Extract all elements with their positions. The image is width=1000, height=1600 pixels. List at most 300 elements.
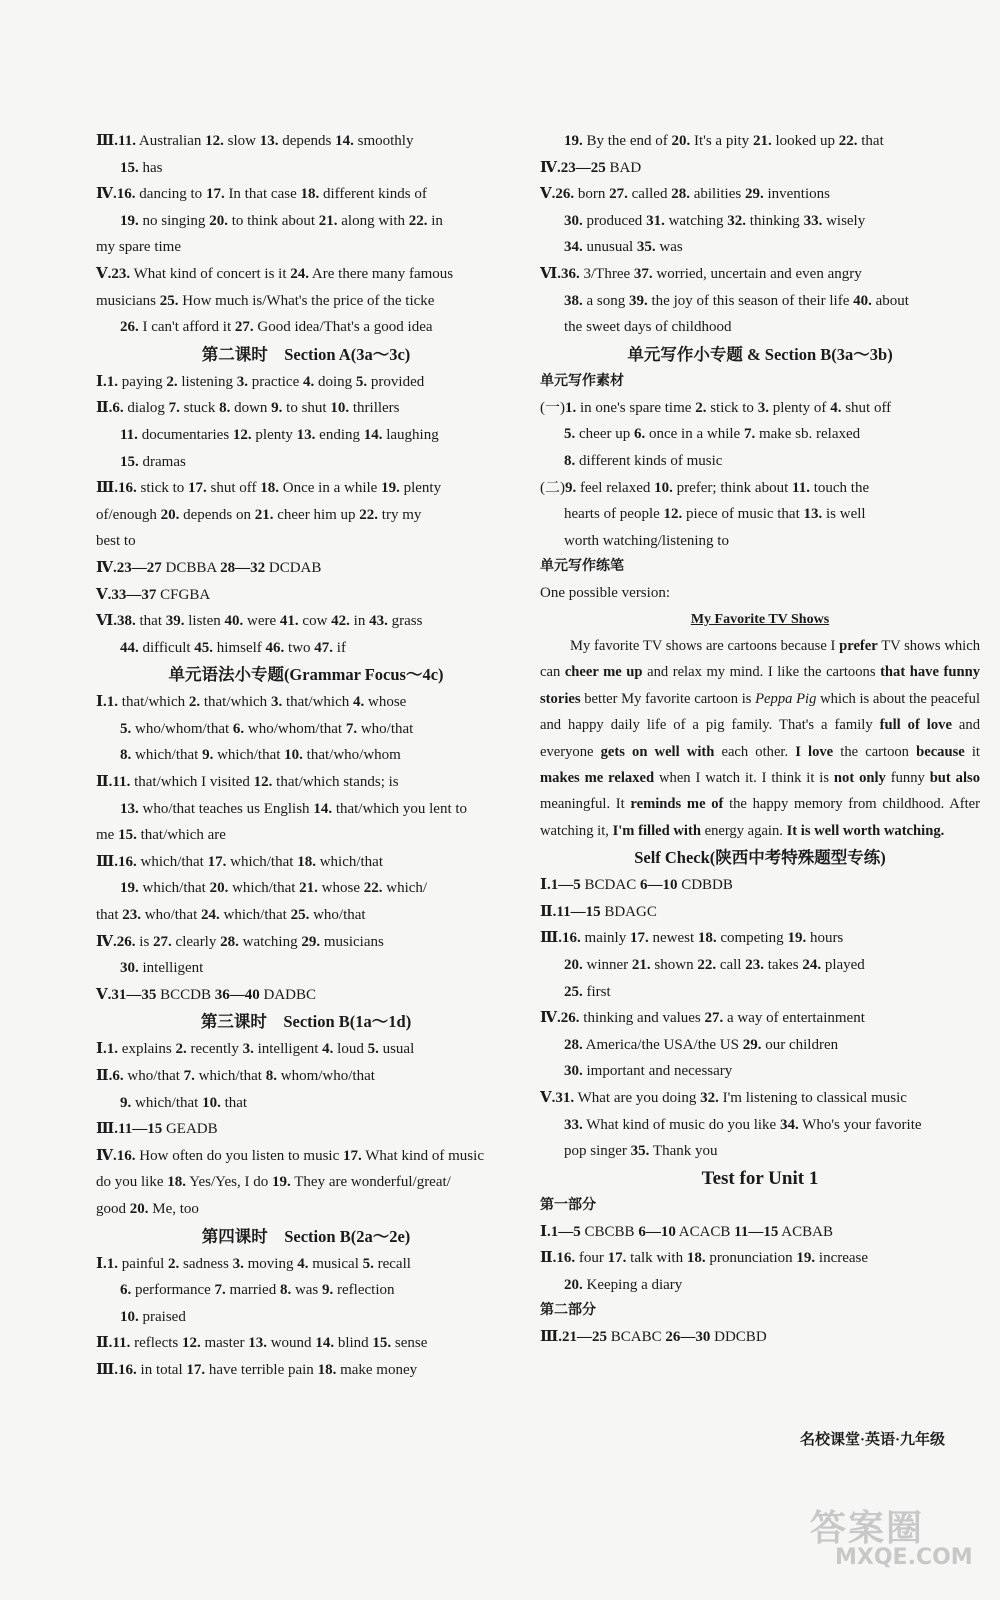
question-number: 11.: [120, 426, 138, 443]
answer-line: [540, 314, 980, 341]
answer-text: do you like: [96, 1174, 168, 1191]
question-number: 1.: [106, 1255, 119, 1272]
answer-text: which/that: [315, 853, 384, 870]
answer-text: Who's your favorite: [798, 1116, 922, 1133]
answer-text: Once in a while: [279, 480, 382, 497]
answer-text: DADBC: [259, 986, 317, 1003]
answer-text: that/which: [200, 694, 271, 711]
question-number: 25.: [159, 292, 179, 309]
section-heading: 第二课时 Section A(3a～3c): [201, 344, 411, 364]
answer-text: produced: [582, 212, 647, 229]
question-number: 43.: [369, 613, 388, 630]
answer-text: reflects: [130, 1335, 182, 1352]
question-number: 5.: [564, 426, 576, 443]
question-number: 11—15: [556, 903, 601, 920]
answer-line: [96, 314, 516, 341]
answer-line: [96, 555, 516, 582]
answer-text: practice: [248, 373, 303, 390]
answer-line: [540, 872, 980, 899]
question-number: 9.: [120, 1094, 132, 1111]
answer-line: [540, 1219, 980, 1246]
answer-line: [96, 582, 516, 609]
answer-text: who/that teaches us English: [138, 800, 314, 817]
answer-text: himself: [213, 639, 266, 656]
question-number: 21.: [254, 506, 274, 523]
answer-text: plenty of: [768, 399, 831, 416]
question-number: 18.: [697, 930, 717, 947]
answer-text: I can't afford it: [138, 319, 235, 336]
question-number: 13.: [259, 133, 279, 149]
question-number: makes me relaxed: [540, 769, 655, 786]
question-number: 39.: [165, 613, 185, 630]
answer-text: that/which: [118, 694, 189, 711]
question-number: 20.: [209, 212, 228, 229]
answer-text: four: [575, 1250, 608, 1267]
right-column: [540, 128, 980, 1351]
question-number: 14.: [315, 1335, 335, 1352]
answer-text: that: [135, 613, 166, 630]
answer-text: DCBBA: [161, 559, 221, 576]
answer-text: musical: [308, 1255, 363, 1272]
answer-text: who/that: [309, 907, 366, 924]
question-number: 19.: [796, 1250, 816, 1267]
question-number: 24.: [290, 265, 309, 282]
question-number: 20.: [209, 880, 229, 897]
answer-text: increase: [815, 1250, 869, 1267]
answer-text: wound: [266, 1335, 316, 1352]
roman-numeral: Ⅰ.: [96, 373, 107, 390]
question-number: cheer me up: [564, 664, 643, 681]
answer-text: try my: [378, 506, 422, 523]
question-number: 16.: [118, 853, 137, 870]
answer-text: praised: [138, 1308, 186, 1325]
roman-numeral: Ⅱ.: [540, 1250, 557, 1267]
answer-text: watching: [238, 933, 302, 950]
answer-text: (二): [540, 479, 565, 496]
roman-numeral: Ⅲ.: [540, 1329, 563, 1346]
question-number: 27.: [153, 933, 172, 950]
roman-numeral: Ⅱ.: [96, 1068, 113, 1084]
question-number: 40.: [224, 613, 244, 630]
answer-line: [540, 1138, 980, 1165]
answer-line: [540, 979, 980, 1006]
answer-text: married: [225, 1282, 280, 1299]
question-number: 28—32: [220, 559, 266, 576]
question-number: 11.: [112, 774, 131, 791]
answer-line: [96, 128, 516, 155]
roman-numeral: Ⅲ.: [96, 853, 119, 870]
question-number: 16.: [116, 186, 136, 203]
answer-text: in: [427, 212, 443, 229]
answer-line: [540, 528, 980, 555]
answer-text: down: [230, 400, 272, 417]
answer-text: DCDAB: [265, 559, 322, 576]
answer-text: our children: [761, 1036, 839, 1053]
answer-text: that/which are: [136, 827, 226, 844]
answer-text: In that case: [224, 186, 301, 203]
answer-text: in: [349, 613, 370, 630]
answer-text: a way of entertainment: [723, 1010, 865, 1027]
subsection-heading: 单元写作素材: [540, 373, 624, 389]
question-number: 19.: [381, 480, 400, 497]
answer-text: which/that: [136, 853, 208, 870]
question-number: 1.: [106, 373, 119, 390]
answer-text: different kinds of: [319, 186, 427, 203]
question-number: 8.: [120, 747, 132, 764]
question-number: 14.: [335, 133, 354, 149]
question-number: 19.: [120, 880, 139, 897]
answer-text: How much is/What's the price of the ticke: [178, 292, 435, 309]
page-footer: 名校课堂·英语·九年级: [800, 1432, 946, 1448]
answer-line: [540, 1032, 980, 1059]
question-number: 7.: [214, 1282, 226, 1299]
answer-line: [96, 395, 516, 422]
question-number: 8.: [564, 452, 576, 469]
answer-text: played: [821, 956, 865, 973]
answer-text: Yes/Yes, I do: [186, 1174, 273, 1191]
answer-line: [96, 449, 516, 476]
answer-text: was: [655, 239, 683, 256]
answer-text: hours: [806, 930, 844, 947]
question-number: 18.: [167, 1174, 186, 1191]
answer-text: It's a pity: [690, 133, 753, 149]
answer-text: smoothly: [353, 133, 414, 149]
question-number: 36.: [561, 265, 580, 282]
answer-text: CFGBA: [156, 586, 211, 603]
answer-text: and everyone: [540, 717, 980, 760]
question-number: 2.: [166, 373, 178, 390]
question-number: 7.: [345, 720, 358, 737]
question-number: 12.: [253, 774, 273, 791]
answer-text: the cartoon: [833, 743, 917, 760]
question-number: 11.: [112, 1335, 131, 1352]
answer-line: [540, 952, 980, 979]
question-number: 28.: [671, 186, 690, 203]
answer-text: recall: [373, 1255, 411, 1272]
question-number: 23.: [111, 265, 131, 282]
answer-text: which/that: [194, 1068, 266, 1084]
answer-text: ending: [315, 426, 364, 443]
answer-line: [96, 502, 516, 529]
answer-text: which/that: [131, 1094, 203, 1111]
answer-line: [96, 181, 516, 208]
question-number: 7.: [743, 426, 756, 443]
roman-numeral: Ⅵ.: [540, 265, 561, 282]
answer-line: [96, 528, 516, 555]
question-number: 34.: [564, 239, 583, 256]
answer-text: me: [96, 827, 119, 844]
answer-line: [96, 288, 516, 315]
question-number: 22.: [359, 506, 379, 523]
answer-text: which is about the peaceful and happy daily life of a pig family. That's a family: [540, 690, 981, 734]
answer-text: Peppa Pig: [755, 690, 817, 707]
answer-text: BCABC: [607, 1329, 666, 1346]
question-number: 37.: [633, 265, 653, 282]
answer-line: [540, 1324, 980, 1351]
question-number: 46.: [265, 639, 285, 656]
question-number: 16.: [118, 480, 137, 497]
answer-line: [96, 422, 516, 449]
question-number: 17.: [207, 853, 227, 870]
question-number: 32.: [700, 1089, 719, 1106]
answer-text: thinking and values: [579, 1010, 705, 1027]
answer-text: My favorite TV shows are cartoons because I: [570, 637, 840, 654]
answer-text: unusual: [582, 239, 637, 256]
answer-text: thinking: [746, 212, 804, 229]
section-heading: Test for Unit 1: [701, 1167, 819, 1189]
answer-text: listen: [184, 613, 225, 630]
question-number: 41.: [279, 613, 299, 630]
answer-text: who/that: [123, 1068, 184, 1084]
answer-text: the sweet days of childhood: [564, 319, 732, 336]
question-number: 7.: [183, 1068, 195, 1084]
answer-line: [540, 475, 980, 502]
question-number: 33.: [564, 1116, 583, 1133]
question-number: 22.: [363, 880, 383, 897]
answer-text: shut off: [841, 399, 892, 416]
question-number: 17.: [343, 1147, 362, 1164]
roman-numeral: Ⅰ.: [540, 1223, 551, 1240]
question-number: 33—37: [111, 586, 157, 603]
question-number: 4.: [303, 373, 315, 390]
question-number: 47.: [314, 639, 334, 656]
question-number: 24.: [802, 956, 822, 973]
answer-text: moving: [243, 1255, 298, 1272]
question-number: 16.: [116, 1147, 136, 1164]
answer-text: shown: [650, 956, 698, 973]
watermark-url: MXQE.COM: [835, 1545, 973, 1570]
answer-text: loud: [333, 1041, 368, 1058]
answer-text: best to: [96, 533, 136, 550]
answer-line: [540, 1245, 980, 1272]
answer-text: hearts of people: [564, 506, 664, 523]
answer-line: [540, 128, 980, 155]
question-number: 17.: [188, 480, 207, 497]
answer-text: sadness: [179, 1255, 233, 1272]
roman-numeral: Ⅲ.: [96, 1121, 119, 1138]
question-number: 18.: [300, 186, 320, 203]
answer-text: difficult: [138, 639, 195, 656]
answer-line: [96, 208, 516, 235]
question-number: 17.: [205, 186, 225, 203]
roman-numeral: Ⅲ.: [540, 930, 563, 947]
answer-line: [540, 288, 980, 315]
question-number: I love: [795, 743, 834, 760]
answer-text: stick to: [706, 399, 758, 416]
answer-line: [540, 234, 980, 261]
question-number: 21.: [752, 133, 772, 149]
question-number: 16.: [562, 930, 581, 947]
answer-text: ACACB: [675, 1223, 735, 1240]
answer-text: (一): [540, 399, 565, 416]
answer-text: Are there many famous: [309, 265, 454, 282]
question-number: 5.: [120, 720, 132, 737]
answer-text: funny: [885, 769, 930, 786]
question-number: that have funny stories: [540, 664, 980, 707]
question-number: 6—10: [639, 877, 678, 894]
answer-text: documentaries: [137, 426, 233, 443]
answer-line: [96, 982, 516, 1009]
answer-text: clearly: [171, 933, 221, 950]
answer-text: By the end of: [582, 133, 672, 149]
answer-line: [96, 796, 516, 823]
roman-numeral: Ⅵ.: [96, 613, 117, 630]
question-number: 6.: [112, 400, 124, 417]
answer-text: dancing to: [135, 186, 206, 203]
answer-line: [96, 1304, 516, 1331]
answer-text: competing: [716, 930, 788, 947]
subsection-heading: 第一部分: [540, 1197, 596, 1213]
question-number: 40.: [853, 292, 872, 309]
answer-line: [540, 155, 980, 182]
answer-text: better My favorite cartoon is: [580, 690, 756, 707]
answer-line: [540, 1085, 980, 1112]
answer-line: [96, 689, 516, 716]
question-number: 19.: [272, 1174, 291, 1191]
answer-text: in total: [136, 1361, 187, 1378]
question-number: 10.: [284, 747, 303, 764]
question-number: 23—25: [560, 159, 606, 176]
answer-text: which/: [382, 880, 428, 897]
question-number: 1—5: [550, 877, 581, 894]
answer-line: [540, 925, 980, 952]
answer-line: [96, 635, 516, 662]
answer-text: looked up: [771, 133, 839, 149]
question-number: It is well worth watching.: [786, 822, 945, 839]
question-number: 45.: [194, 639, 214, 656]
answer-line: [96, 929, 516, 956]
question-number: 6—10: [638, 1223, 676, 1240]
answer-text: it: [964, 743, 980, 760]
subsection-heading: 单元写作练笔: [540, 559, 624, 575]
question-number: 8.: [219, 400, 231, 417]
answer-line: [540, 501, 980, 528]
answer-text: which/that: [131, 747, 203, 764]
question-number: 14.: [313, 800, 333, 817]
answer-line: [96, 1143, 516, 1170]
answer-line: [96, 1063, 516, 1090]
answer-text: the joy of this season of their life: [647, 292, 854, 309]
answer-text: musicians: [320, 933, 384, 950]
answer-text: master: [200, 1335, 249, 1352]
answer-text: have terrible pain: [205, 1361, 318, 1378]
question-number: 13.: [248, 1335, 267, 1352]
question-number: 6.: [112, 1068, 124, 1084]
answer-text: DDCBD: [710, 1329, 767, 1346]
answer-text: CBCBB: [580, 1223, 639, 1240]
question-number: 17.: [629, 930, 649, 947]
answer-text: blind: [334, 1335, 373, 1352]
answer-line: [540, 899, 980, 926]
answer-text: mainly: [580, 930, 630, 947]
answer-line: [96, 155, 516, 182]
answer-text: BCCDB: [156, 986, 215, 1003]
roman-numeral: Ⅱ.: [540, 903, 557, 920]
question-number: 29.: [301, 933, 321, 950]
roman-numeral: Ⅳ.: [96, 559, 117, 576]
answer-text: is: [135, 933, 154, 950]
answer-text: plenty: [399, 480, 442, 497]
question-number: 19.: [564, 133, 583, 149]
question-number: 26—30: [665, 1329, 711, 1346]
answer-text: is well: [822, 506, 866, 523]
answer-text: Good idea/That's a good idea: [253, 319, 433, 336]
answer-line: [96, 1277, 516, 1304]
roman-numeral: Ⅳ.: [540, 1010, 561, 1027]
answer-text: Australian: [135, 133, 206, 149]
question-number: 21.: [631, 956, 651, 973]
answer-text: pronunciation: [705, 1250, 797, 1267]
answer-text: that/which I visited: [130, 774, 254, 791]
question-number: 12.: [181, 1335, 201, 1352]
answer-text: What kind of music do you like: [582, 1116, 780, 1133]
question-number: 1.: [565, 399, 577, 416]
question-number: 4.: [322, 1041, 334, 1058]
question-number: 36—40: [214, 986, 260, 1003]
answer-text: sense: [391, 1335, 428, 1352]
answer-line: [96, 234, 516, 261]
answer-text: prefer; think about: [672, 479, 793, 496]
section-heading: 第四课时 Section B(2a～2e): [201, 1226, 411, 1246]
left-column: [96, 128, 516, 1384]
answer-line: [540, 421, 980, 448]
question-number: 34.: [779, 1116, 799, 1133]
question-number: 17.: [607, 1250, 627, 1267]
question-number: 11.: [792, 479, 810, 496]
answer-line: [96, 849, 516, 876]
question-number: 31.: [646, 212, 665, 229]
question-number: 15.: [372, 1335, 392, 1352]
question-number: 17.: [186, 1361, 206, 1378]
answer-text: explains: [118, 1041, 176, 1058]
answer-line: [96, 902, 516, 929]
answer-text: takes: [763, 956, 803, 973]
answer-line: [96, 875, 516, 902]
question-number: 39.: [629, 292, 648, 309]
answer-line: [96, 1169, 516, 1196]
question-number: 9.: [271, 400, 283, 417]
answer-text: Keeping a diary: [582, 1276, 683, 1293]
answer-text: which/that: [226, 853, 298, 870]
question-number: 15.: [120, 159, 139, 176]
subsection-heading: 第二部分: [540, 1303, 596, 1319]
answer-text: to shut: [282, 400, 331, 417]
answer-text: make money: [336, 1361, 418, 1378]
answer-text: called: [627, 186, 672, 203]
answer-text: thrillers: [349, 400, 400, 417]
answer-text: plenty: [251, 426, 297, 443]
question-number: 1.: [106, 1041, 119, 1058]
question-number: 21.: [318, 212, 338, 229]
question-number: 11—15: [118, 1121, 163, 1138]
question-number: 18.: [317, 1361, 337, 1378]
question-number: 26.: [120, 319, 139, 336]
question-number: 23.: [122, 907, 141, 924]
question-number: 5.: [362, 1255, 374, 1272]
answer-text: first: [582, 983, 611, 1000]
question-number: 12.: [663, 506, 683, 523]
answer-text: each other.: [714, 743, 796, 760]
answer-text: listening: [177, 373, 237, 390]
answer-text: my spare time: [96, 239, 181, 256]
answer-text: that/who/whom: [302, 747, 401, 764]
answer-text: energy again.: [700, 822, 787, 839]
answer-line: [96, 261, 516, 288]
question-number: 11—15: [734, 1223, 779, 1240]
answer-text: that: [220, 1094, 248, 1111]
answer-text: CDBDB: [677, 877, 733, 894]
question-number: 23.: [745, 956, 764, 973]
